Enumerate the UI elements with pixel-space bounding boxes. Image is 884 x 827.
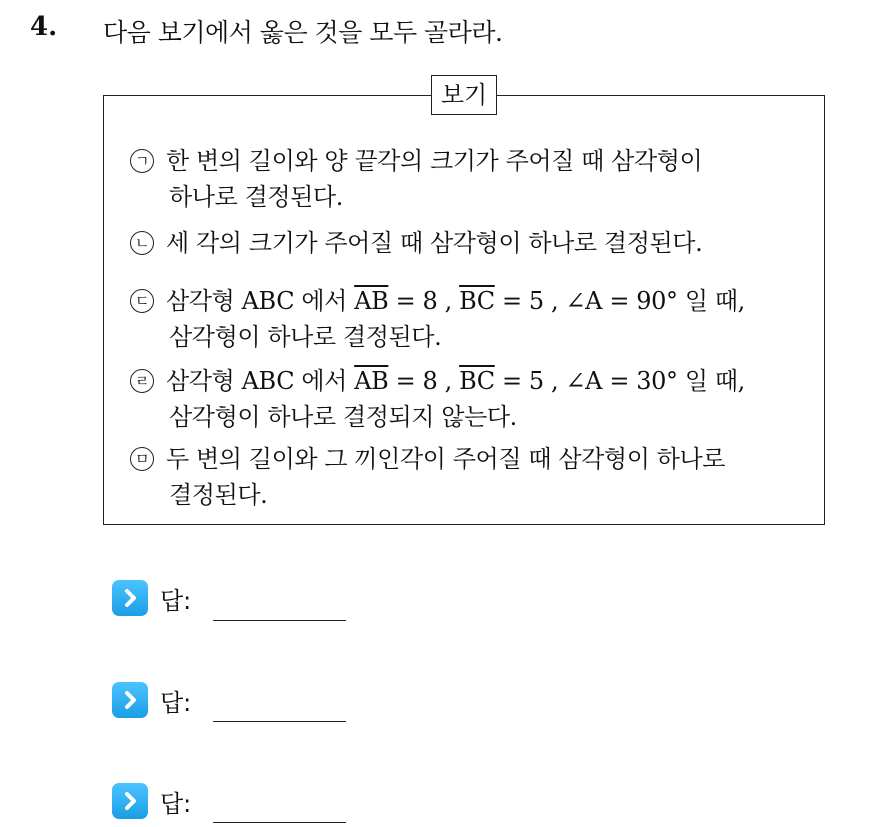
answer-row (112, 783, 191, 819)
answer-label: 답: (160, 688, 192, 717)
item-text-continued: 삼각형이 하나로 결정된다. (169, 323, 442, 351)
segment-ab: $\overline{AB}$ (354, 367, 389, 395)
answer-blank[interactable] (213, 822, 346, 823)
item-text: = 5 , ∠A = 30° 일 때, (494, 367, 745, 395)
bogi-item (130, 441, 725, 513)
item-marker: ㅁ (130, 447, 154, 471)
item-text: 세 각의 크기가 주어질 때 삼각형이 하나로 결정된다. (166, 229, 703, 257)
answer-row (112, 682, 191, 718)
item-text: = 5 , ∠A = 90° 일 때, (494, 287, 745, 315)
answer-label: 답: (160, 789, 192, 818)
segment-bc: $\overline{BC}$ (459, 367, 495, 395)
item-marker: ㄹ (130, 369, 154, 393)
bogi-item (130, 363, 745, 435)
segment-ab: $\overline{AB}$ (354, 287, 389, 315)
chevron-right-icon (112, 682, 148, 718)
question-number: 4. (30, 12, 58, 42)
item-text: 삼각형 ABC 에서 (166, 287, 355, 315)
item-text-continued: 하나로 결정된다. (169, 183, 343, 211)
question-text: 다음 보기에서 옳은 것을 모두 골라라. (103, 18, 503, 47)
bogi-item (130, 283, 745, 355)
item-marker: ㄷ (130, 289, 154, 313)
item-text: 한 변의 길이와 양 끝각의 크기가 주어질 때 삼각형이 (166, 147, 703, 175)
item-marker: ㄱ (130, 149, 154, 173)
bogi-item (130, 225, 702, 261)
chevron-right-icon (112, 783, 148, 819)
answer-label: 답: (160, 586, 192, 615)
answer-row (112, 580, 191, 616)
item-text-continued: 삼각형이 하나로 결정되지 않는다. (169, 403, 517, 431)
answer-blank[interactable] (213, 721, 346, 722)
item-text: = 8 , (388, 367, 460, 395)
segment-bc: $\overline{BC}$ (459, 287, 495, 315)
item-text: = 8 , (388, 287, 460, 315)
answer-blank[interactable] (213, 620, 346, 621)
bogi-title: 보기 (431, 75, 497, 115)
item-text: 삼각형 ABC 에서 (166, 367, 355, 395)
item-marker: ㄴ (130, 231, 154, 255)
item-text-continued: 결정된다. (169, 481, 268, 509)
item-text: 두 변의 길이와 그 끼인각이 주어질 때 삼각형이 하나로 (166, 445, 726, 473)
bogi-item (130, 143, 702, 215)
chevron-right-icon (112, 580, 148, 616)
